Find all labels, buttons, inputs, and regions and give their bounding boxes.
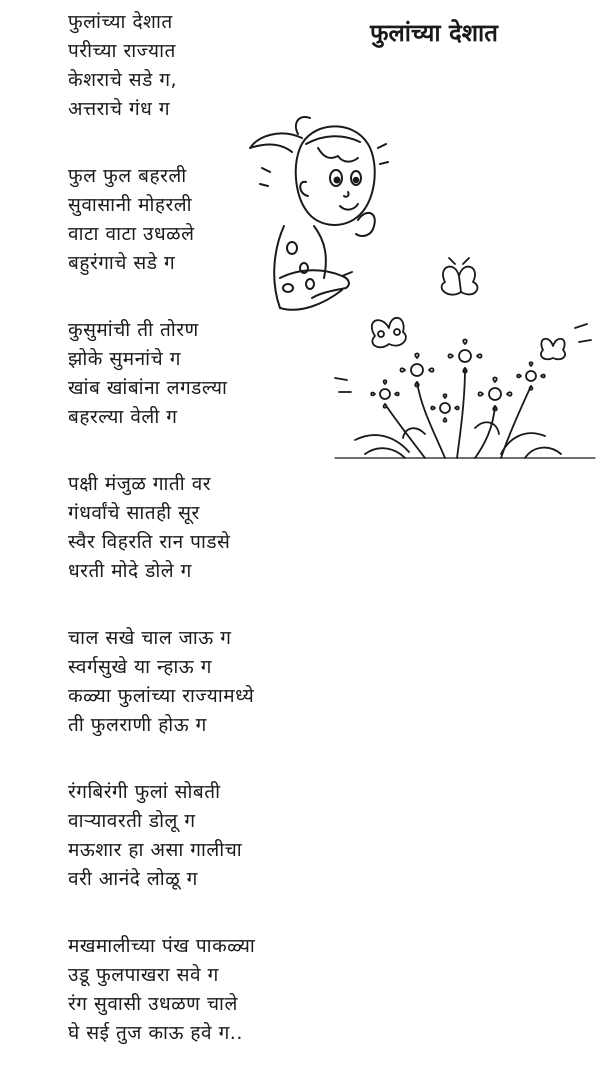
poem-line: अत्तराचे गंध ग	[68, 98, 171, 120]
poem-line: बहरल्या वेली ग	[68, 406, 178, 428]
stanza-6	[68, 778, 368, 894]
stanza-5	[68, 624, 368, 740]
poem-line: कळ्या फुलांच्या राज्यामध्ये	[68, 685, 255, 707]
poem-line: वाऱ्यावरती डोलू ग	[68, 810, 196, 832]
poem-line: धरती मोदे डोले ग	[68, 560, 192, 582]
poem-line: फुलांच्या देशात	[68, 11, 173, 33]
poem-line: कुसुमांची ती तोरण	[68, 319, 199, 341]
poem-line: रंग सुवासी उधळण चाले	[68, 993, 238, 1015]
poem-line: परीच्या राज्यात	[68, 40, 176, 62]
poem-line: खांब खांबांना लगडल्या	[68, 377, 228, 399]
poem-line: फुल फुल बहरली	[68, 165, 187, 187]
poem-line: ती फुलराणी होऊ ग	[68, 714, 207, 736]
poem-line: वाटा वाटा उधळले	[68, 223, 195, 245]
poem-line: घे सई तुज काऊ हवे ग..	[68, 1022, 243, 1044]
poem-line: मऊशार हा असा गालीचा	[68, 839, 243, 861]
poem-line: बहुरंगाचे सडे ग	[68, 252, 176, 274]
poem-line: केशराचे सडे ग,	[68, 69, 178, 91]
poem-line: मखमालीच्या पंख पाकळ्या	[68, 935, 256, 957]
poem-line: स्वैर विहरति रान पाडसे	[68, 531, 231, 553]
poem-title: फुलांच्या देशात	[370, 19, 498, 47]
poem-line: सुवासानी मोहरली	[68, 194, 193, 216]
poem-line: गंधर्वांचे सातही सूर	[68, 502, 200, 524]
stanza-1	[68, 8, 368, 124]
stanza-4	[68, 470, 368, 586]
flowers-butterflies-illustration	[325, 258, 600, 463]
poem-line: रंगबिरंगी फुलां सोबती	[68, 781, 221, 803]
stanza-7	[68, 932, 368, 1048]
poem-line: झोके सुमनांचे ग	[68, 348, 181, 370]
poem-line: स्वर्गसुखे या न्हाऊ ग	[68, 656, 212, 678]
poem-line: उडू फुलपाखरा सवे ग	[68, 964, 219, 986]
poem-line: पक्षी मंजुळ गाती वर	[68, 473, 212, 495]
poem-line: चाल सखे चाल जाऊ ग	[68, 627, 232, 649]
poem-line: वरी आनंदे लोळू ग	[68, 868, 198, 890]
